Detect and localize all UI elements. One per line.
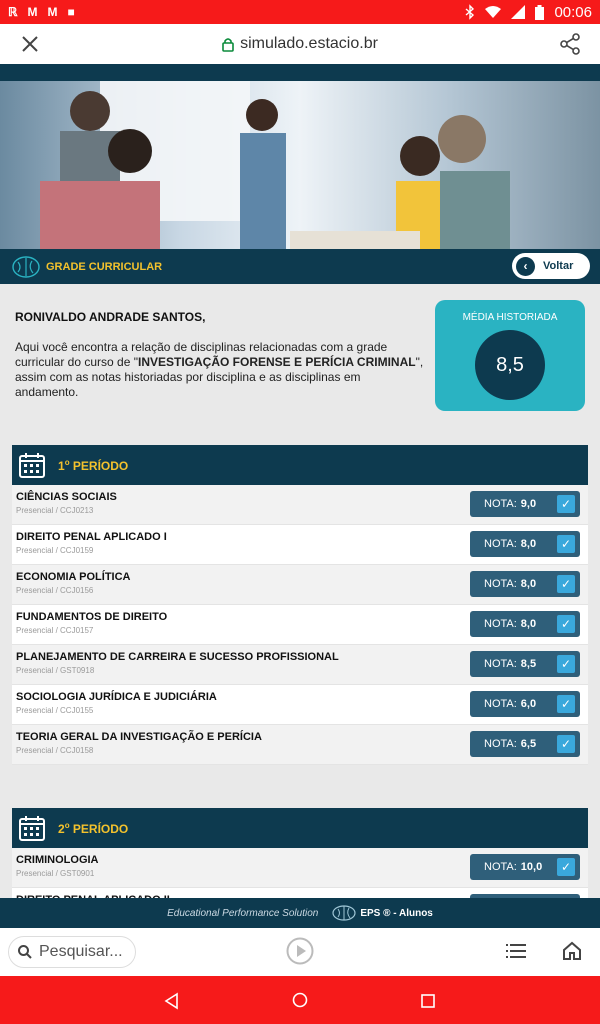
check-icon: ✓ — [557, 495, 575, 513]
table-row[interactable] — [12, 848, 588, 888]
period-header — [12, 808, 588, 848]
table-row[interactable] — [12, 565, 588, 605]
grade-badge: NOTA: 6,0 ✓ — [470, 691, 580, 717]
search-icon — [17, 944, 33, 960]
calendar-icon — [18, 451, 46, 479]
course-code: Presencial / CCJ0156 — [16, 586, 94, 595]
hero-banner-image — [0, 81, 600, 249]
grade-badge: NOTA: 8,0 ✓ — [470, 611, 580, 637]
check-icon: ✓ — [557, 858, 575, 876]
grade-curricular-bar — [0, 249, 600, 284]
media-historiada-card — [435, 300, 585, 411]
media-label: MÉDIA HISTORIADA — [462, 312, 558, 323]
grade-badge: NOTA: 8,0 ✓ — [470, 571, 580, 597]
site-header-strip — [0, 64, 600, 81]
system-icons — [465, 4, 592, 21]
back-button-label: Voltar — [543, 260, 574, 272]
grade-badge: NOTA: 9,0 ✓ — [470, 491, 580, 517]
footer-tagline: Educational Performance Solution — [167, 907, 319, 919]
browser-bottom-toolbar — [0, 928, 600, 976]
check-icon: ✓ — [557, 615, 575, 633]
eps-label: EPS ® - Alunos — [360, 907, 433, 919]
course-title: PLANEJAMENTO DE CARREIRA E SUCESSO PROFISSIONAL — [16, 651, 339, 663]
brain-icon — [12, 256, 40, 278]
course-title: DIREITO PENAL APLICADO I — [16, 531, 167, 543]
course-title: TEORIA GERAL DA INVESTIGAÇÃO E PERÍCIA — [16, 731, 262, 743]
close-icon[interactable] — [18, 32, 42, 56]
browser-toolbar — [0, 24, 600, 64]
course-code: Presencial / GST0901 — [16, 869, 95, 878]
android-nav-bar — [0, 976, 600, 1024]
wifi-icon — [485, 6, 501, 18]
grade-badge: NOTA: 8,0 ✓ — [470, 531, 580, 557]
course-name: INVESTIGAÇÃO FORENSE E PERÍCIA CRIMINAL — [137, 355, 416, 369]
course-title: FUNDAMENTOS DE DIREITO — [16, 611, 168, 623]
home-icon[interactable] — [562, 941, 582, 961]
page-title: GRADE CURRICULAR — [46, 260, 163, 273]
intro-text: Aqui você encontra a relação de disciplinas relacionadas com a grade curricular do curso de "INVESTIGAÇÃO FORENSE E PERÍCIA CRIMINAL", assim com as notas historiadas por disciplina e as disciplinas em andamento. — [15, 340, 424, 399]
table-row[interactable] — [12, 525, 588, 565]
check-icon: ✓ — [557, 735, 575, 753]
table-row[interactable] — [12, 685, 588, 725]
eps-brand — [332, 905, 433, 921]
chevron-left-icon: ‹ — [516, 257, 535, 276]
student-name: RONIVALDO ANDRADE SANTOS, — [15, 310, 206, 324]
back-button[interactable] — [512, 253, 590, 279]
course-title: SOCIOLOGIA JURÍDICA E JUDICIÁRIA — [16, 691, 217, 703]
course-title: CIÊNCIAS SOCIAIS — [16, 491, 117, 503]
grade-badge: NOTA: 6,5 ✓ — [470, 731, 580, 757]
back-icon[interactable] — [164, 993, 180, 1009]
site-footer — [0, 898, 600, 928]
list-icon[interactable] — [506, 942, 526, 960]
main-content[interactable] — [0, 284, 600, 898]
signal-icon — [511, 5, 525, 19]
table-row[interactable] — [12, 645, 588, 685]
video-icon: ■ — [67, 5, 75, 19]
play-icon[interactable] — [286, 937, 314, 965]
period-header — [12, 445, 588, 485]
period-title: 1$^o$ PERÍODO — [58, 457, 129, 473]
table-row[interactable] — [12, 725, 588, 765]
url-text: simulado.estacio.br — [240, 35, 378, 52]
course-title: ECONOMIA POLÍTICA — [16, 571, 131, 583]
url-bar[interactable] — [222, 35, 378, 53]
course-title: CRIMINOLOGIA — [16, 854, 99, 866]
course-code: Presencial / CCJ0158 — [16, 746, 94, 755]
gmail-icon: M — [27, 5, 38, 19]
course-code: Presencial / GST0918 — [16, 666, 95, 675]
period-title: 2$^o$ PERÍODO — [58, 820, 129, 836]
table-row[interactable] — [12, 605, 588, 645]
check-icon: ✓ — [557, 695, 575, 713]
check-icon: ✓ — [557, 535, 575, 553]
table-row[interactable] — [12, 485, 588, 525]
battery-icon — [535, 5, 544, 20]
notification-icons — [8, 5, 75, 19]
course-code: Presencial / CCJ0213 — [16, 506, 94, 515]
course-code: Presencial / CCJ0155 — [16, 706, 94, 715]
home-circle-icon[interactable] — [292, 992, 308, 1008]
gmail-icon-2: M — [47, 5, 58, 19]
period-section-1 — [12, 445, 588, 765]
grade-badge: NOTA: 10,0 ✓ — [470, 854, 580, 880]
clock: 00:06 — [554, 3, 592, 21]
status-bar — [0, 0, 600, 24]
course-code: Presencial / CCJ0159 — [16, 546, 94, 555]
calendar-icon — [18, 814, 46, 842]
notification-icon-1: ℝ — [8, 5, 18, 19]
lock-icon — [222, 37, 234, 51]
search-placeholder: Pesquisar... — [39, 943, 123, 960]
check-icon: ✓ — [557, 655, 575, 673]
brain-logo-icon — [332, 905, 356, 921]
recent-apps-icon[interactable] — [420, 993, 436, 1009]
grade-badge: NOTA: 8,5 ✓ — [470, 651, 580, 677]
media-value: 8,5 — [475, 330, 545, 400]
course-code: Presencial / CCJ0157 — [16, 626, 94, 635]
check-icon: ✓ — [557, 575, 575, 593]
bluetooth-icon — [465, 5, 475, 19]
share-icon[interactable] — [558, 32, 582, 56]
search-input[interactable] — [8, 936, 136, 968]
classroom-illustration — [0, 81, 600, 249]
